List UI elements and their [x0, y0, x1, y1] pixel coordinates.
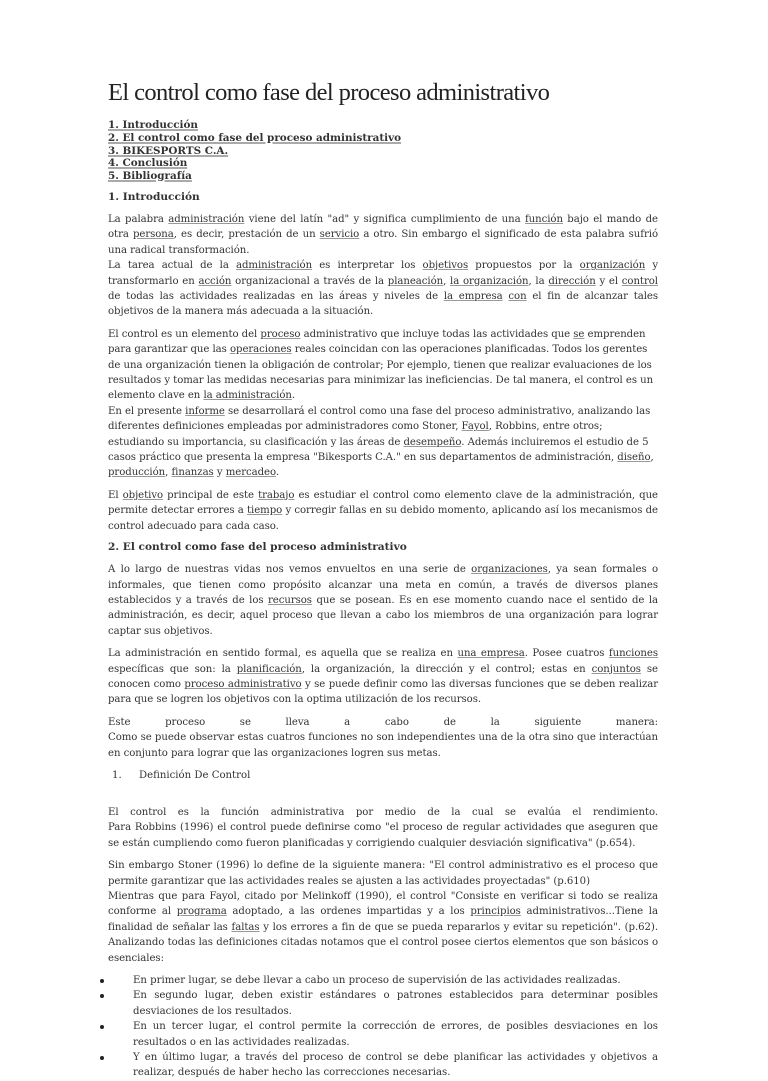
link[interactable]: organización [579, 260, 646, 272]
paragraph: La administración en sentido formal, es aquella que se realiza en una empresa. Posee cuatros funciones específicas que son: la planificación, la organización, la dirección y el control; estas en conjuntos se conocen como proceso administrativo y se puede definir como las diversas funciones que se deben realizar para que se logren los objetivos con la optima utilización de los recursos. [108, 648, 659, 706]
link[interactable]: control [621, 275, 658, 287]
link[interactable]: finanzas [171, 467, 214, 479]
link[interactable]: desempeño [403, 436, 462, 448]
link[interactable]: faltas [231, 921, 260, 933]
toc-link-introduccion[interactable]: 1. Introducción [108, 119, 198, 131]
link[interactable]: servicio [319, 229, 360, 241]
item-label: Definición De Control [139, 769, 251, 781]
paragraph-line: Este proceso se lleva a cabo de la siguiente manera: [108, 716, 658, 728]
link[interactable]: organizaciones [471, 564, 548, 576]
link[interactable]: se [573, 328, 585, 340]
paragraph: Sin embargo Stoner (1996) lo define de la siguiente manera: "El control administrativo es el proceso que permite garantizar que las actividades reales se ajusten a las actividades proyectadas" (p.610) [108, 860, 658, 887]
link[interactable]: objetivo [122, 489, 164, 501]
link[interactable]: dirección [548, 275, 596, 287]
link[interactable]: programa [176, 906, 227, 918]
link[interactable]: con [508, 291, 527, 303]
link[interactable]: función [524, 213, 563, 225]
paragraph: El objetivo principal de este trabajo es estudiar el control como elemento clave de la administración, que permite detectar errores a tiempo y corregir fallas en su debido momento, aplicando así los mecanismos de control adecuado para cada caso. [108, 489, 658, 532]
link[interactable]: planificación [236, 663, 302, 675]
paragraph: La tarea actual de la administración es interpretar los objetivos propuestos por la organización y transformarlo en acción organizacional a través de la planeación, la organización, la dirección y el control de todas las actividades realizadas en las áreas y niveles de la empresa con el fin de alcanzar tales objetivos de la manera más adecuada a la situación. [108, 260, 658, 318]
toc-link-conclusion[interactable]: 4. Conclusión [108, 157, 188, 170]
list-item: Y en último lugar, a través del proceso de control se debe planificar las actividades y objetivos a realizar, después de haber hecho las correcciones necesarias. [108, 1050, 658, 1081]
link[interactable]: proceso administrativo [184, 678, 302, 690]
bullet-list [108, 973, 658, 1081]
paragraph: A lo largo de nuestras vidas nos vemos envueltos en una serie de organizaciones, ya sean formales o informales, que tienen como propósito alcanzar una meta en común, a través de diversos planes establecidos y a través de los recursos que se posean. Es en ese momento cuando nace el sentido de la administración, es decir, aquel proceso que llevan a cabo los miembros de una organización para lograr captar sus objetivos. [108, 564, 659, 637]
page-title: El control como fase del proceso administrativo [108, 79, 550, 106]
toc-link-bikesports[interactable]: 3. BIKESPORTS C.A. [108, 144, 229, 157]
toc-link-bibliografia[interactable]: 5. Bibliografía [108, 170, 192, 183]
link[interactable]: proceso [260, 328, 301, 340]
bullet-icon [100, 1056, 104, 1060]
link[interactable]: funciones [608, 648, 658, 660]
bullet-icon [100, 994, 104, 998]
paragraph: Mientras que para Fayol, citado por Melinkoff (1990), el control "Consiste en verificar si todo se realiza conforme al programa adoptado, a las ordenes impartidas y a los principios administrativos...Tiene la finalidad de señalar las faltas y los errores a fin de que se pueda repararlos y evitar su repetición". (p.62). Analizando todas las definiciones citadas notamos que el control posee ciertos elementos que son básicos o esenciales: [108, 891, 658, 964]
link[interactable]: Fayol [461, 421, 489, 433]
link[interactable]: producción [108, 467, 166, 479]
list-item: En primer lugar, se debe llevar a cabo un proceso de supervisión de las actividades realizadas. [108, 973, 658, 988]
link[interactable]: operaciones [229, 344, 292, 356]
document-page [108, 78, 658, 1081]
paragraph: Para Robbins (1996) el control puede definirse como "el proceso de regular actividades que aseguren que se están cumpliendo como fueron planificadas y corrigiendo cualquier desviación significativa" (p.654). [108, 822, 658, 849]
numbered-item [108, 768, 658, 783]
link[interactable]: la administración [203, 390, 292, 402]
link[interactable]: una empresa [457, 648, 525, 660]
link[interactable]: administración [168, 213, 245, 225]
link[interactable]: administración [235, 260, 313, 272]
section-heading-introduccion: 1. Introducción [108, 190, 200, 203]
paragraph: El control es un elemento del proceso administrativo que incluye todas las actividades que se emprenden para garantizar que las operaciones reales coincidan con las operaciones planificadas. Todos los gerentes de una organización tienen la obligación de controlar; Por ejemplo, tienen que realizar evaluaciones de los resultados y tomar las medidas necesarias para minimizar las ineficiencias. De tal manera, el control es un elemento clave en la administración. [108, 328, 654, 402]
link[interactable]: planeación [387, 275, 444, 287]
paragraph-line: El control es la función administrativa por medio de la cual se evalúa el rendimiento. [108, 806, 658, 818]
link[interactable]: conjuntos [591, 663, 641, 675]
section-heading-control: 2. El control como fase del proceso administrativo [108, 541, 407, 554]
link[interactable]: acción [198, 275, 232, 287]
link[interactable]: diseño [617, 452, 651, 464]
table-of-contents [108, 119, 658, 183]
bullet-icon [100, 1025, 104, 1029]
link[interactable]: informe [185, 405, 225, 417]
item-number: 1. [112, 769, 122, 781]
link[interactable]: la organización [450, 275, 529, 287]
link[interactable]: recursos [268, 594, 312, 606]
list-item: En segundo lugar, deben existir estándares o patrones establecidos para determinar posibles desviaciones de los resultados. [108, 988, 658, 1019]
link[interactable]: tiempo [247, 505, 283, 517]
link[interactable]: principios [470, 906, 521, 918]
link[interactable]: la empresa [443, 291, 503, 303]
link[interactable]: mercadeo [225, 467, 276, 479]
link[interactable]: persona [132, 229, 174, 241]
toc-link-control[interactable]: 2. El control como fase del proceso administrativo [108, 131, 402, 144]
link[interactable]: objetivos [422, 260, 469, 272]
list-item: En un tercer lugar, el control permite la corrección de errores, de posibles desviaciones en los resultados o en las actividades realizadas. [108, 1019, 658, 1050]
paragraph: En el presente informe se desarrollará el control como una fase del proceso administrativo, analizando las diferentes definiciones empleadas por administradores como Stoner, Fayol, Robbins, entre otros; estudiando su importancia, su clasificación y las áreas de desempeño. Además incluiremos el estudio de 5 casos práctico que presenta la empresa "Bikesports C.A." en sus departamentos de administración, diseño, producción, finanzas y mercadeo. [108, 405, 654, 479]
link[interactable]: trabajo [258, 489, 295, 501]
bullet-icon [100, 979, 104, 983]
paragraph: Como se puede observar estas cuatros funciones no son independientes una de la otra sino que interactúan en conjunto para lograr que las organizaciones logren sus metas. [108, 732, 658, 759]
paragraph: La palabra administración viene del latín "ad" y significa cumplimiento de una función bajo el mando de otra persona, es decir, prestación de un servicio a otro. Sin embargo el significado de esta palabra sufrió una radical transformación. [108, 213, 658, 256]
